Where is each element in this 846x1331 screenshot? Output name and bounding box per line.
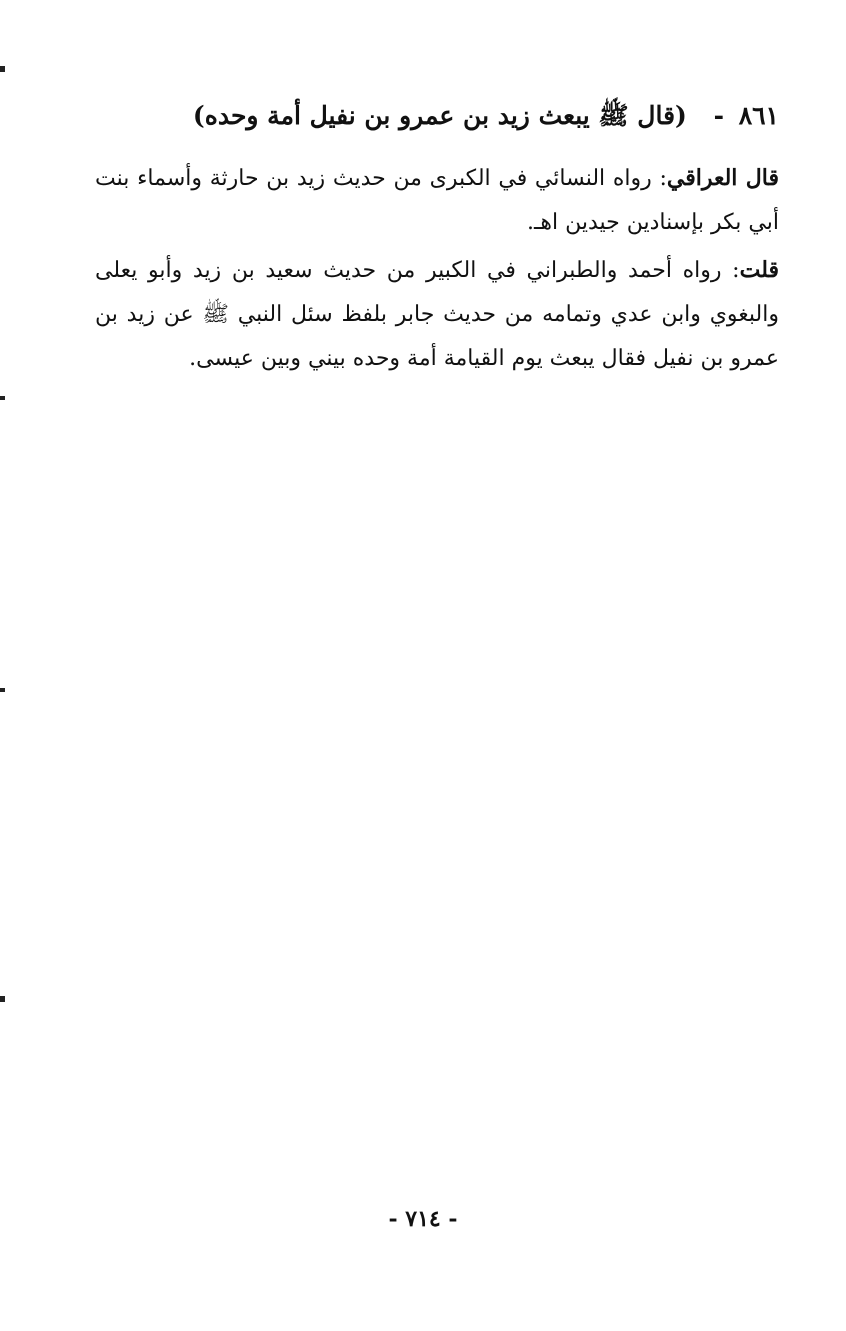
paragraph-text: : رواه النسائي في الكبرى من حديث زيد بن حارثة وأسماء بنت أبي بكر بإسنادين جيدين اهـ. [95,166,779,235]
paragraph-lead: قلت [739,257,779,283]
page-number: - ٧١٤ - [388,1206,458,1232]
paragraph-iraqi [95,156,779,245]
paragraph-lead: قال العراقي [666,165,779,191]
paragraph-text: : رواه أحمد والطبراني في الكبير من حديث سعيد بن زيد وأبو يعلى والبغوي وابن عدي وتمامه من حديث جابر بلفظ سئل النبي ﷺ عن زيد بن عمرو بن نفيل فقال يبعث يوم القيامة أمة وحده بيني وبين عيسى. [95,258,779,371]
paragraph-qult [95,248,779,381]
hadith-title: (قال ﷺ يبعث زيد بن عمرو بن نفيل أمة وحده) [192,101,687,130]
hadith-number: ٨٦١ [738,101,779,130]
scan-edge-mark [0,688,5,692]
hadith-heading [95,96,779,136]
scan-edge-mark [0,396,5,400]
scan-edge-mark [0,66,5,72]
heading-dash: - [713,101,724,130]
scan-edge-mark [0,996,5,1002]
